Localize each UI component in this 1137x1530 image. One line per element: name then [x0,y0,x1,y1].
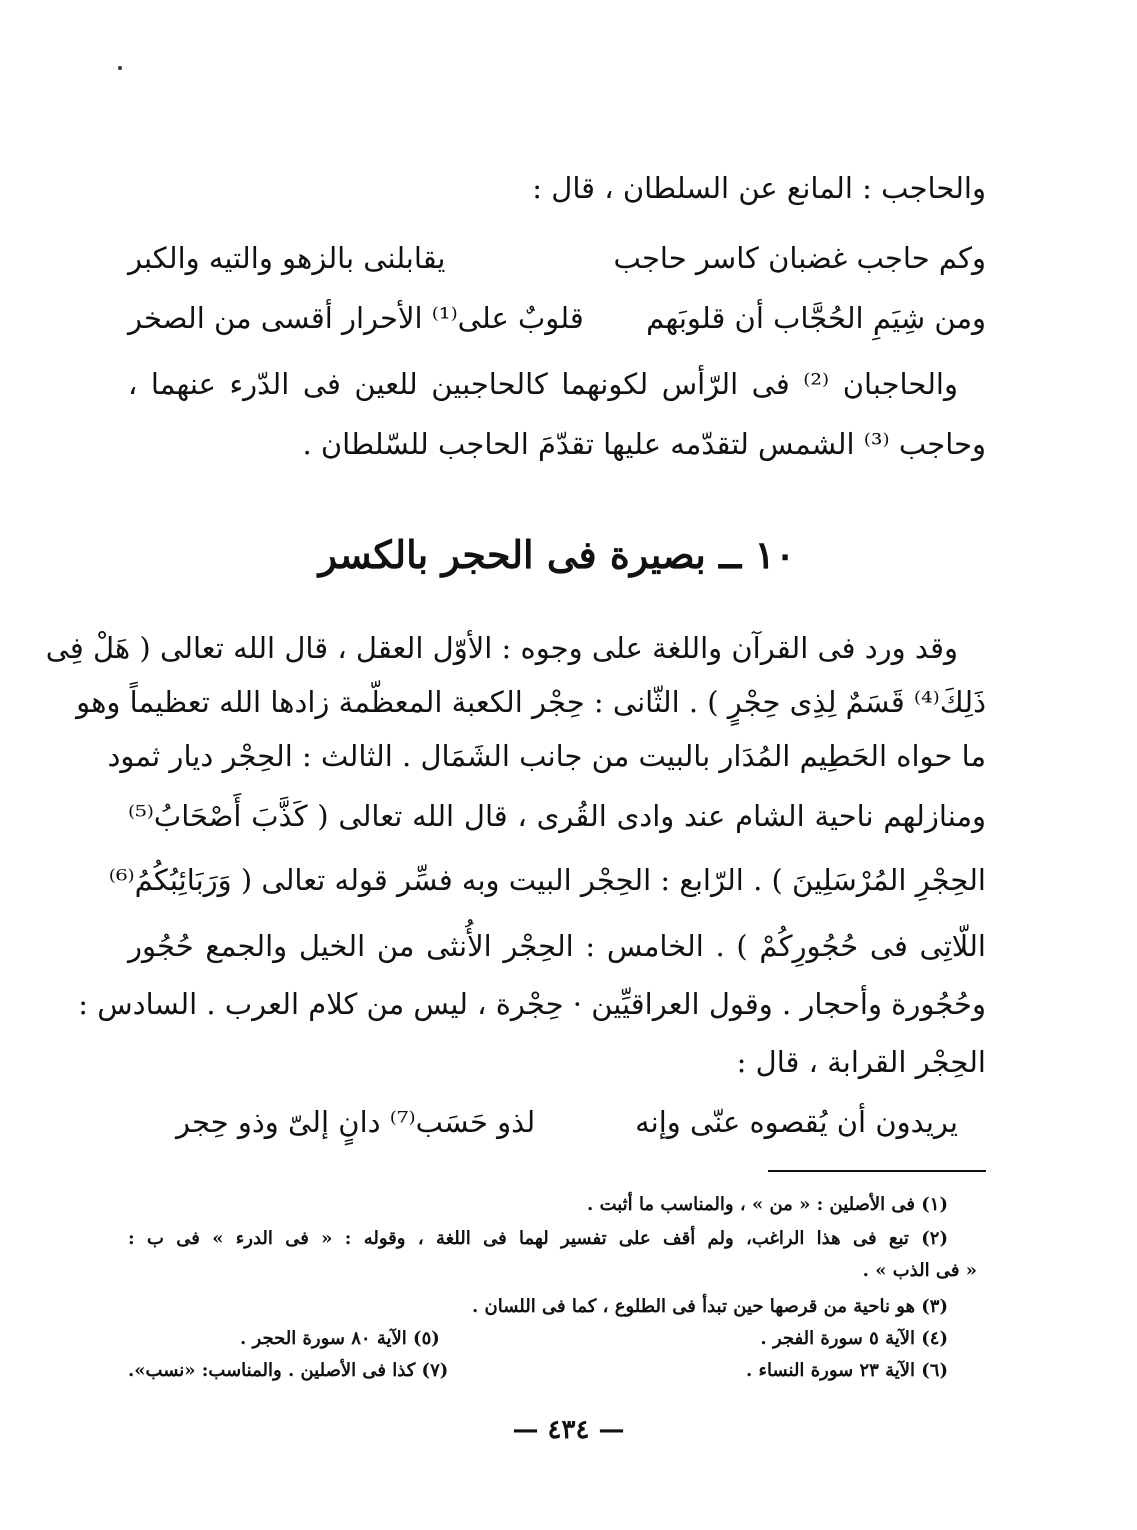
footnote-3: (٣) هو ناحية من قرصها حين تبدأ فى الطلوع ، كما فى اللسان . [472,1296,948,1317]
scan-speck [118,66,122,70]
footnote-row-6-7 [128,1358,948,1384]
para2-line-6: اللّاتِى فى حُجُورِكُمْ ) . الخامس : الحِجْر الأُنثى من الخيل والجمع حُجُور [128,929,986,963]
footnote-2-line-1: (٢) تبع فى هذا الراغب، ولم أقف على تفسير لهما فى اللغة ، وقوله : « فى الدرء » فى ب : [128,1228,948,1249]
footnote-7: (٧) كذا فى الأصلين . والمناسب: «نسب». [128,1360,449,1381]
footnote-row-4-5 [240,1326,948,1352]
para2-line-5: الحِجْرِ المُرْسَلِينَ ) . الرّابع : الحِجْر البيت وبه فسِّر قوله تعالى ( وَرَبَائِبُكُمُ⁽⁶⁾ [108,863,986,897]
para2-line-2: ذَلِكَ⁽⁴⁾ قَسَمٌ لِذِى حِجْرٍ ) . الثّانى : حِجْر الكعبة المعظّمة زادها الله تعظيماً وهو [76,685,986,719]
intro-line: والحاجب : المانع عن السلطان ، قال : [532,171,986,205]
page-number: — ٤٣٤ — [512,1415,625,1445]
para2-line-1: وقد ورد فى القرآن واللغة على وجوه : الأوّل العقل ، قال الله تعالى ( هَلْ فِى [45,631,958,665]
poem-verse-1 [128,238,986,278]
poem-verse-3 [176,1102,958,1142]
verse-1-second-hemistich: يقابلنى بالزهو والتيه والكبر [128,241,446,275]
para1-line-1: والحاجبان ⁽²⁾ فى الرّأس لكونهما كالحاجبين للعين فى الدّرء عنهما ، [128,367,958,401]
verse-1-first-hemistich: وكم حاجب غضبان كاسر حاجب [613,241,986,275]
para2-line-4: ومنازلهم ناحية الشام عند وادى القُرى ، قال الله تعالى ( كَذَّبَ أَصْحَابُ⁽⁵⁾ [128,799,986,833]
poem-verse-2 [128,298,986,338]
footnote-4: (٤) الآية ٥ سورة الفجر . [760,1328,948,1349]
verse-2-first-hemistich: ومن شِيَمِ الحُجَّاب أن قلوبَهم [646,301,986,335]
footnote-1: (١) فى الأصلين : « من » ، والمناسب ما أثبت . [587,1194,948,1215]
footnote-2-line-2: « فى الذب » . [862,1260,977,1281]
footnote-divider [768,1170,986,1172]
para2-line-7: وحُجُورة وأحجار . وقول العراقيِّين · حِجْرة ، ليس من كلام العرب . السادس : [78,987,986,1021]
verse-2-second-hemistich: قلوبٌ على⁽¹⁾ الأحرار أقسى من الصخر [128,301,584,335]
footnote-6: (٦) الآية ٢٣ سورة النساء . [745,1360,948,1381]
verse-3-first-hemistich: يريدون أن يُقصوه عنّى وإنه [635,1105,958,1139]
para2-line-3: ما حواه الحَطِيم المُدَار بالبيت من جانب الشَمَال . الثالث : الحِجْر ديار ثمود [107,739,986,773]
para2-line-8: الحِجْر القرابة ، قال : [736,1045,986,1079]
verse-3-second-hemistich: لذو حَسَب⁽⁷⁾ دانٍ إلىّ وذو حِجر [176,1105,536,1139]
section-heading: ١٠ ــ بصيرة فى الحجر بالكسر [318,532,796,577]
footnote-5: (٥) الآية ٨٠ سورة الحجر . [240,1328,440,1349]
para1-line-2: وحاجب ⁽³⁾ الشمس لتقدّمه عليها تقدّمَ الحاجب للسّلطان . [302,427,986,461]
